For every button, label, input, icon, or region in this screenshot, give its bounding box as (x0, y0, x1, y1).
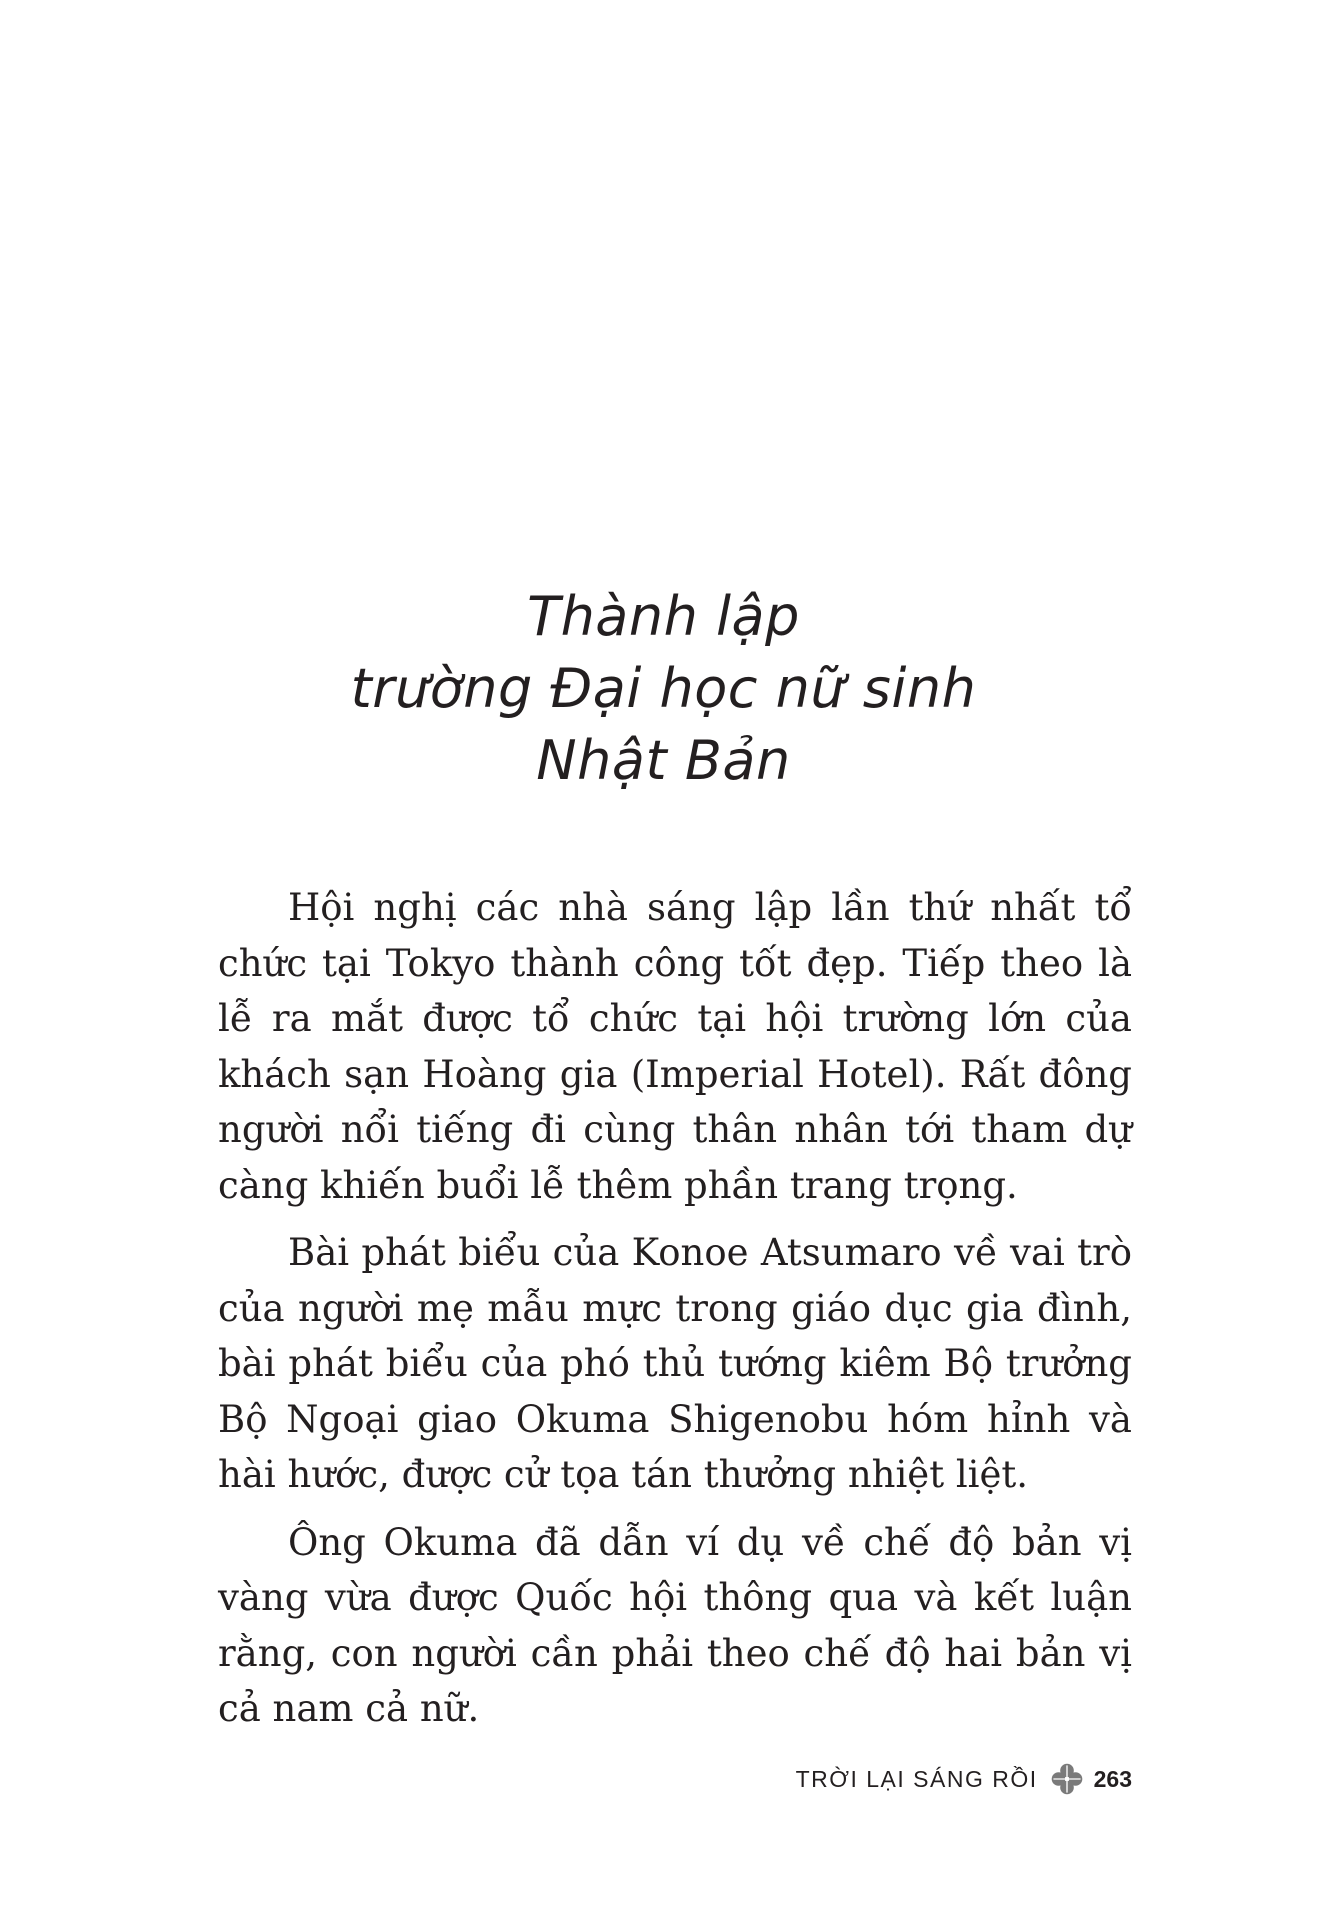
clover-icon (1050, 1762, 1084, 1796)
body-text (218, 880, 1132, 1749)
paragraph-2: Bài phát biểu của Konoe Atsumaro về vai trò của người mẹ mẫu mực trong giáo dục gia đình, bài phát biểu của phó thủ tướng kiêm Bộ trưởng Bộ Ngoại giao Okuma Shigenobu hóm hỉnh và hài hước, được cử tọa tán thưởng nhiệt liệt. (218, 1231, 1132, 1496)
footer-book-title: TRỜI LẠI SÁNG RỒI (795, 1765, 1038, 1792)
chapter-title-line-3: Nhật Bản (536, 729, 791, 793)
paragraph-3: Ông Okuma đã dẫn ví dụ về chế độ bản vị vàng vừa được Quốc hội thông qua và kết luận rằng, con người cần phải theo chế độ hai bản vị cả nam cả nữ. (218, 1520, 1132, 1730)
chapter-title (0, 581, 1327, 797)
paragraph-1: Hội nghị các nhà sáng lập lần thứ nhất tổ chức tại Tokyo thành công tốt đẹp. Tiếp theo là lễ ra mắt được tổ chức tại hội trường lớn của khách sạn Hoàng gia (Imperial Hotel). Rất đông người nổi tiếng đi cùng thân nhân tới tham dự càng khiến buổi lễ thêm phần trang trọng. (218, 886, 1132, 1207)
running-footer (796, 1762, 1132, 1796)
chapter-title-line-2: trường Đại học nữ sinh (350, 657, 977, 721)
page-number: 263 (1093, 1765, 1132, 1792)
chapter-title-line-1: Thành lập (527, 585, 800, 649)
